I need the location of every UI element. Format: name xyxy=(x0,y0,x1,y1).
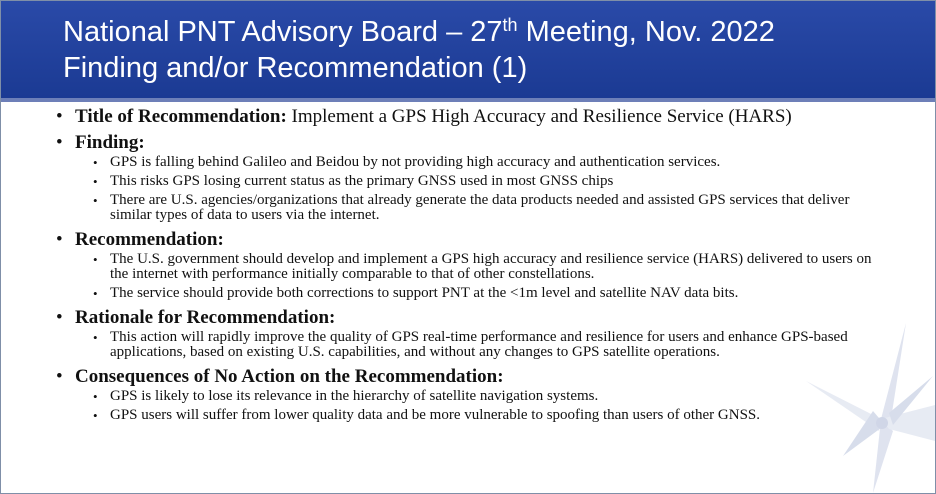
slide-header xyxy=(1,1,935,102)
list-item: • The U.S. government should develop and implement a GPS high accuracy and resilience service (HARS) delivered to users on the internet with performance initially comparable to that of other constellations. xyxy=(93,251,872,282)
list-item: • GPS is likely to lose its relevance in the hierarchy of satellite navigation systems. xyxy=(93,388,599,404)
bullet-dot: • xyxy=(56,229,63,250)
section-heading: Rationale for Recommendation: xyxy=(75,307,336,328)
section-heading: Recommendation: xyxy=(75,229,224,250)
list-item: • GPS is falling behind Galileo and Beidou by not providing high accuracy and authentication services. xyxy=(93,154,721,170)
list-item: • This risks GPS losing current status as the primary GNSS used in most GNSS chips xyxy=(93,173,614,189)
section-title xyxy=(1,105,935,128)
section-finding xyxy=(1,131,935,223)
section-heading: Consequences of No Action on the Recommendation: xyxy=(75,366,504,387)
slide-content xyxy=(1,105,935,428)
section-heading: Title of Recommendation: xyxy=(75,106,287,127)
bullet-dot: • xyxy=(56,366,63,387)
bullet-dot: • xyxy=(56,106,63,127)
list-item: • The service should provide both corrections to support PNT at the <1m level and satellite NAV data bits. xyxy=(93,285,739,301)
list-item: • GPS users will suffer from lower quality data and be more vulnerable to spoofing than users of other GNSS. xyxy=(93,407,761,423)
section-consequences xyxy=(1,365,935,423)
section-inline-text: Implement a GPS High Accuracy and Resilience Service (HARS) xyxy=(286,106,792,127)
list-item: • There are U.S. agencies/organizations that already generate the data products needed and assisted GPS services that deliver similar types of data to users via the internet. xyxy=(93,192,850,223)
slide-title-line-1: National PNT Advisory Board – 27th Meeting, Nov. 2022 xyxy=(63,15,775,48)
bullet-dot: • xyxy=(56,307,63,328)
section-heading: Finding: xyxy=(75,132,145,153)
bullet-dot: • xyxy=(56,132,63,153)
section-recommendation xyxy=(1,228,935,301)
list-item: • This action will rapidly improve the quality of GPS real-time performance and resilience for users and enhance GPS-based applications, based on existing U.S. capabilities, and without any changes to GPS satellite operations. xyxy=(93,329,848,360)
slide-title-line-2: Finding and/or Recommendation (1) xyxy=(63,52,528,84)
section-rationale xyxy=(1,306,935,360)
